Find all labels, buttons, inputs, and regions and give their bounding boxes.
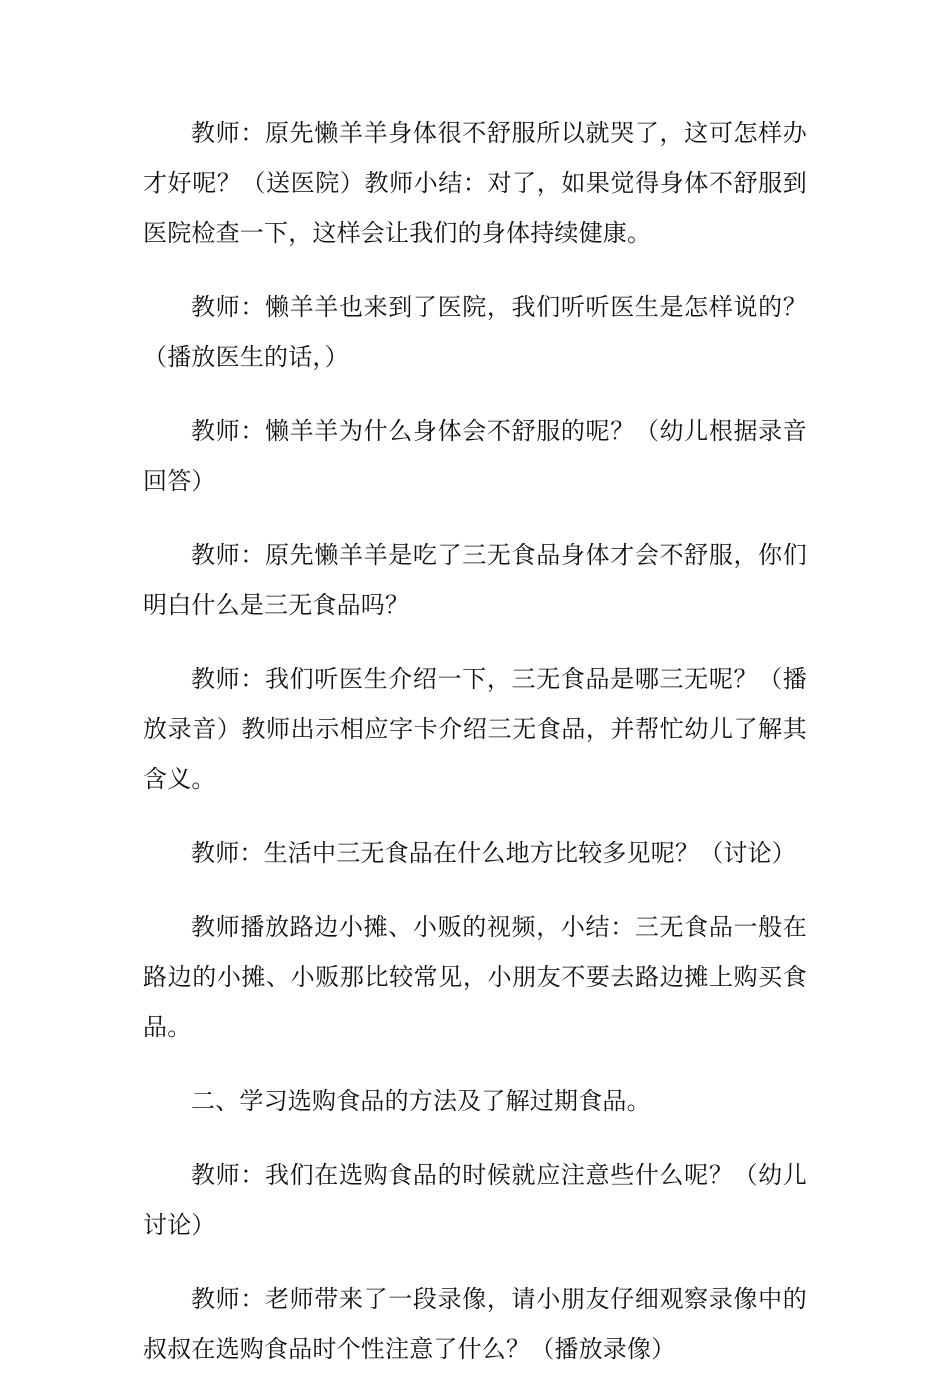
paragraph-1: 教师：原先懒羊羊身体很不舒服所以就哭了，这可怎样办才好呢？（送医院）教师小结：对了，如果觉得身体不舒服到医院检查一下，这样会让我们的身体持续健康。 xyxy=(143,119,807,247)
paragraph-7: 教师播放路边小摊、小贩的视频，小结：三无食品一般在路边的小摊、小贩那比较常见，小朋友不要去路边摊上购买食品。 xyxy=(143,913,807,1041)
paragraph-3: 教师：懒羊羊为什么身体会不舒服的呢？（幼儿根据录音回答） xyxy=(143,417,807,495)
section-heading: 二、学习选购食品的方法及了解过期食品。 xyxy=(191,1087,651,1115)
paragraph-5: 教师：我们听医生介绍一下，三无食品是哪三无呢？（播放录音）教师出示相应字卡介绍三无食品，并帮忙幼儿了解其含义。 xyxy=(143,665,807,793)
paragraph-9: 教师：我们在选购食品的时候就应注意些什么呢？（幼儿讨论） xyxy=(143,1161,807,1239)
paragraph-6: 教师：生活中三无食品在什么地方比较多见呢？（讨论） xyxy=(191,839,796,867)
paragraph-2: 教师：懒羊羊也来到了医院，我们听听医生是怎样说的？（播放医生的话，） xyxy=(143,293,807,371)
paragraph-10: 教师：老师带来了一段录像，请小朋友仔细观察录像中的叔叔在选购食品时个性注意了什么？（播放录像） xyxy=(143,1285,807,1363)
paragraph-4: 教师：原先懒羊羊是吃了三无食品身体才会不舒服，你们明白什么是三无食品吗？ xyxy=(143,541,807,619)
